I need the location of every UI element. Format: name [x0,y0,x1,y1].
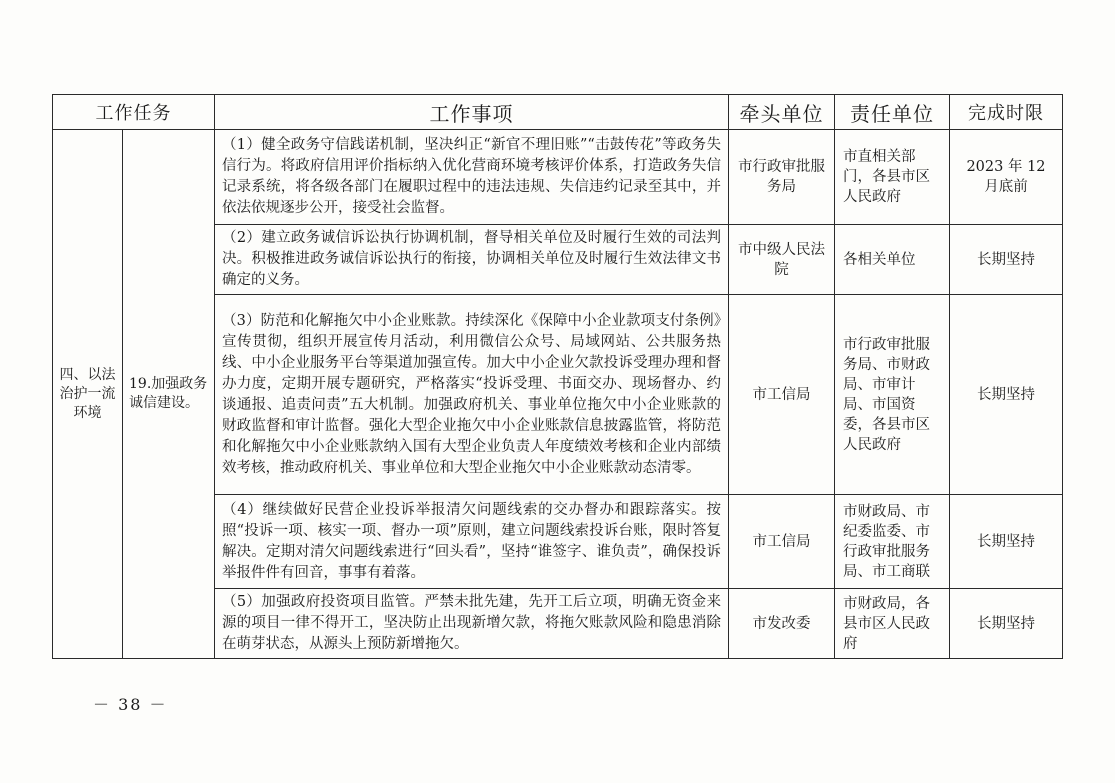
lead-cell: 市工信局 [729,295,835,495]
item-cell: （1）健全政务守信践诺机制，坚决纠正“新官不理旧账”“击鼓传花”等政务失信行为。将政府信用评价指标纳入优化营商环境考核评价体系，打造政务失信记录系统，将各级各部门在履职过程中的违法违规、失信违约记录至其中，并依法依规逐步公开，接受社会监督。 [215,130,729,225]
deadline-cell: 长期坚持 [950,589,1063,659]
deadline-cell: 2023 年 12 月底前 [950,130,1063,225]
header-item: 工作事项 [215,95,729,130]
item-cell: （4）继续做好民营企业投诉举报清欠问题线索的交办督办和跟踪落实。按照“投诉一项、核实一项、督办一项”原则，建立问题线索投诉台账，限时答复解决。定期对清欠问题线索进行“回头看”，坚持“谁签字、谁负责”，确保投诉举报件件有回音，事事有着落。 [215,495,729,589]
table-row [53,130,1063,225]
task-main-cell: 四、以法治护一流环境 [53,130,123,659]
header-task: 工作任务 [53,95,215,130]
deadline-cell: 长期坚持 [950,225,1063,295]
item-cell: （3）防范和化解拖欠中小企业账款。持续深化《保障中小企业款项支付条例》宣传贯彻，组织开展宣传月活动，利用微信公众号、局域网站、公共服务热线、中小企业服务平台等渠道加强宣传。加大中小企业欠款投诉受理办理和督办力度，定期开展专题研究，严格落实“投诉受理、书面交办、现场督办、约谈通报、追责问责”五大机制。加强政府机关、事业单位拖欠中小企业账款的财政监督和审计监督。强化大型企业拖欠中小企业账款信息披露监管，将防范和化解拖欠中小企业账款纳入国有大型企业负责人年度绩效考核和企业内部绩效考核，推动政府机关、事业单位和大型企业拖欠中小企业账款动态清零。 [215,295,729,495]
lead-cell: 市发改委 [729,589,835,659]
header-lead: 牵头单位 [729,95,835,130]
task-sub-cell: 19.加强政务诚信建设。 [123,130,215,659]
resp-cell: 市财政局，各县市区人民政府 [835,589,950,659]
lead-cell: 市行政审批服务局 [729,130,835,225]
header-resp: 责任单位 [835,95,950,130]
header-deadline: 完成时限 [950,95,1063,130]
table-header-row [53,95,1063,130]
lead-cell: 市中级人民法院 [729,225,835,295]
resp-cell: 市直相关部门，各县市区人民政府 [835,130,950,225]
deadline-cell: 长期坚持 [950,495,1063,589]
resp-cell: 市行政审批服务局、市财政局、市审计局、市国资委，各县市区人民政府 [835,295,950,495]
resp-cell: 市财政局、市纪委监委、市行政审批服务局、市工商联 [835,495,950,589]
work-plan-table [52,94,1063,659]
lead-cell: 市工信局 [729,495,835,589]
resp-cell: 各相关单位 [835,225,950,295]
item-cell: （2）建立政务诚信诉讼执行协调机制，督导相关单位及时履行生效的司法判决。积极推进政务诚信诉讼执行的衔接，协调相关单位及时履行生效法律文书确定的义务。 [215,225,729,295]
item-cell: （5）加强政府投资项目监管。严禁未批先建，先开工后立项，明确无资金来源的项目一律不得开工，坚决防止出现新增欠款，将拖欠账款风险和隐患消除在萌芽状态，从源头上预防新增拖欠。 [215,589,729,659]
page-number: － 38 － [93,695,168,714]
deadline-cell: 长期坚持 [950,295,1063,495]
